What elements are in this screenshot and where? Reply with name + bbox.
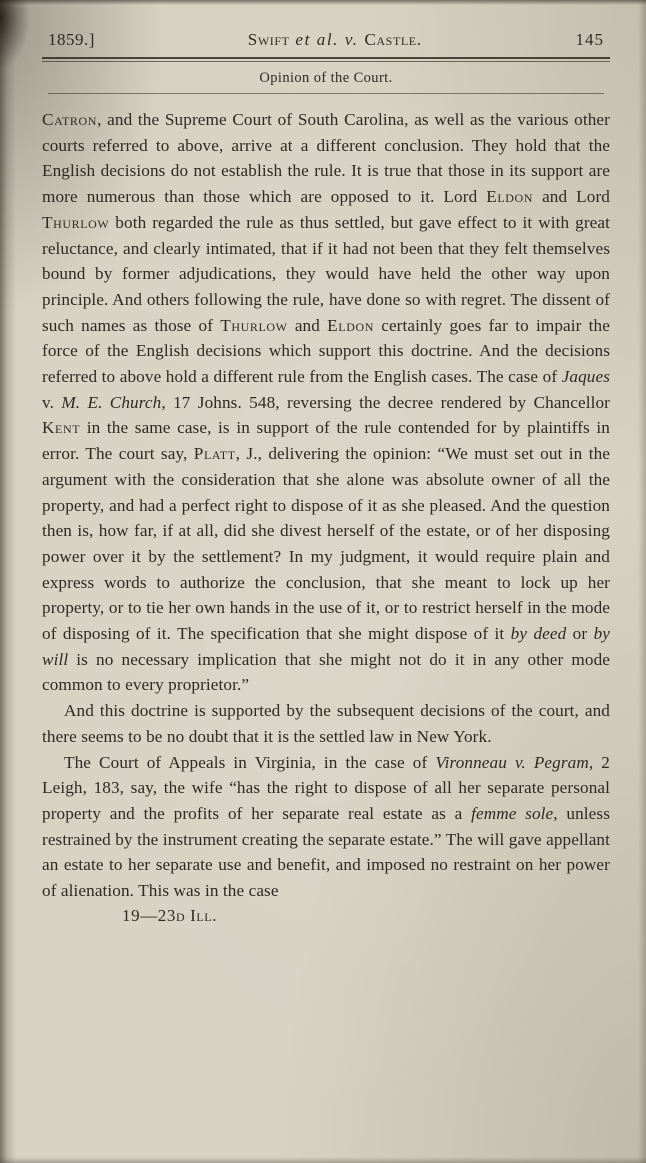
text-run: is no necessary implication that she might not do it in any other mode common to every proprietor.”: [42, 649, 610, 695]
page-header: [42, 30, 610, 50]
text-run: Catron: [42, 110, 98, 129]
text-run: Platt: [193, 444, 236, 464]
text-run: , J., delivering the opinion: “We must set out in the argument with the consideration that she alone was absolute owner of all the property, and had a perfect right to dispose of it as she pleased. And the question then is, how far, if at all, did she divest herself of the estate, or of her disposing power over it by the settlement? In my judgment, it would require plain and express words to authorize the conclusion, that she meant to lock up her property, or to tie her own hands in the use of it, or to restrict herself in the mode of disposing of it. The specification that she might dispose of it: [42, 444, 610, 644]
text-run: Jaques: [561, 367, 610, 387]
text-run: Kent: [42, 418, 81, 438]
text-run: Castle: [364, 30, 417, 49]
text-run: Eldon: [327, 315, 374, 335]
text-run: Thurlow: [42, 212, 110, 232]
text-run: and: [287, 315, 328, 335]
text-run: Vironneau v. Pegram: [435, 752, 589, 772]
paragraph: [42, 698, 610, 749]
text-run: 19—23d Ill.: [122, 905, 218, 925]
text-run: .: [416, 30, 423, 49]
text-run: The Court of Appeals in Virginia, in the case of: [64, 752, 436, 772]
page-body: [42, 107, 610, 904]
text-run: v.: [42, 392, 62, 412]
running-head: Opinion of the Court.: [259, 70, 393, 86]
text-run: and Lord: [533, 187, 610, 207]
page-footer-signature: [42, 906, 610, 926]
thin-rule: [48, 93, 604, 94]
text-run: , 17 Johns. 548, reversing the decree rendered by Chancellor: [161, 392, 610, 412]
text-run: M. E. Church: [61, 392, 162, 412]
paragraph: [42, 107, 610, 698]
text-run: certainly goes far to impair the force of the English decisions which support this doctrine. And the decisions referred to above hold a different rule from the English cases. The case of: [42, 315, 610, 387]
text-run: Thurlow: [220, 315, 288, 335]
text-run: , unless restrained by the instrument creating the separate estate.” The will gave appellant an estate to her separate use and benefit, and imposed no restraint on her power of alienation. This was in the case: [42, 803, 610, 901]
text-run: Swift: [247, 30, 290, 49]
header-year: 1859.]: [48, 30, 95, 49]
header-case-title: [248, 30, 423, 50]
text-run: And this doctrine is supported by the subsequent decisions of the court, and there seems to be no doubt that it is the settled law in New York.: [42, 701, 610, 746]
text-run: or: [566, 624, 594, 644]
header-page-number: 145: [575, 30, 604, 49]
double-rule: [42, 57, 610, 62]
text-run: , 2 Leigh, 183, say, the wife “has the right to dispose of all her separate personal property and the profits of her separate real estate as a: [42, 752, 610, 823]
text-run: , and the Supreme Court of South Carolina, as well as the various other courts referred to above, arrive at a different conclusion. They hold that the English decisions do not establish the rule. It is true that those in its support are more numerous than those which are opposed to it. Lord: [42, 110, 610, 207]
text-run: in the same case, is in support of the rule contended for by plaintiffs in error. The court say,: [42, 418, 610, 464]
text-run: by will: [42, 624, 610, 669]
paragraph: [42, 750, 610, 904]
text-run: Eldon: [486, 187, 534, 207]
text-run: both regarded the rule as thus settled, but gave effect to it with great reluctance, and clearly intimated, that if it had not been that they felt themselves bound by former adjudications, they would have held the other way upon principle. And others following the rule, have done so with regret. The dissent of such names as those of: [42, 212, 610, 335]
text-run: et al. v.: [289, 30, 365, 49]
text-run: femme sole: [471, 803, 554, 823]
text-run: by deed: [510, 624, 567, 644]
